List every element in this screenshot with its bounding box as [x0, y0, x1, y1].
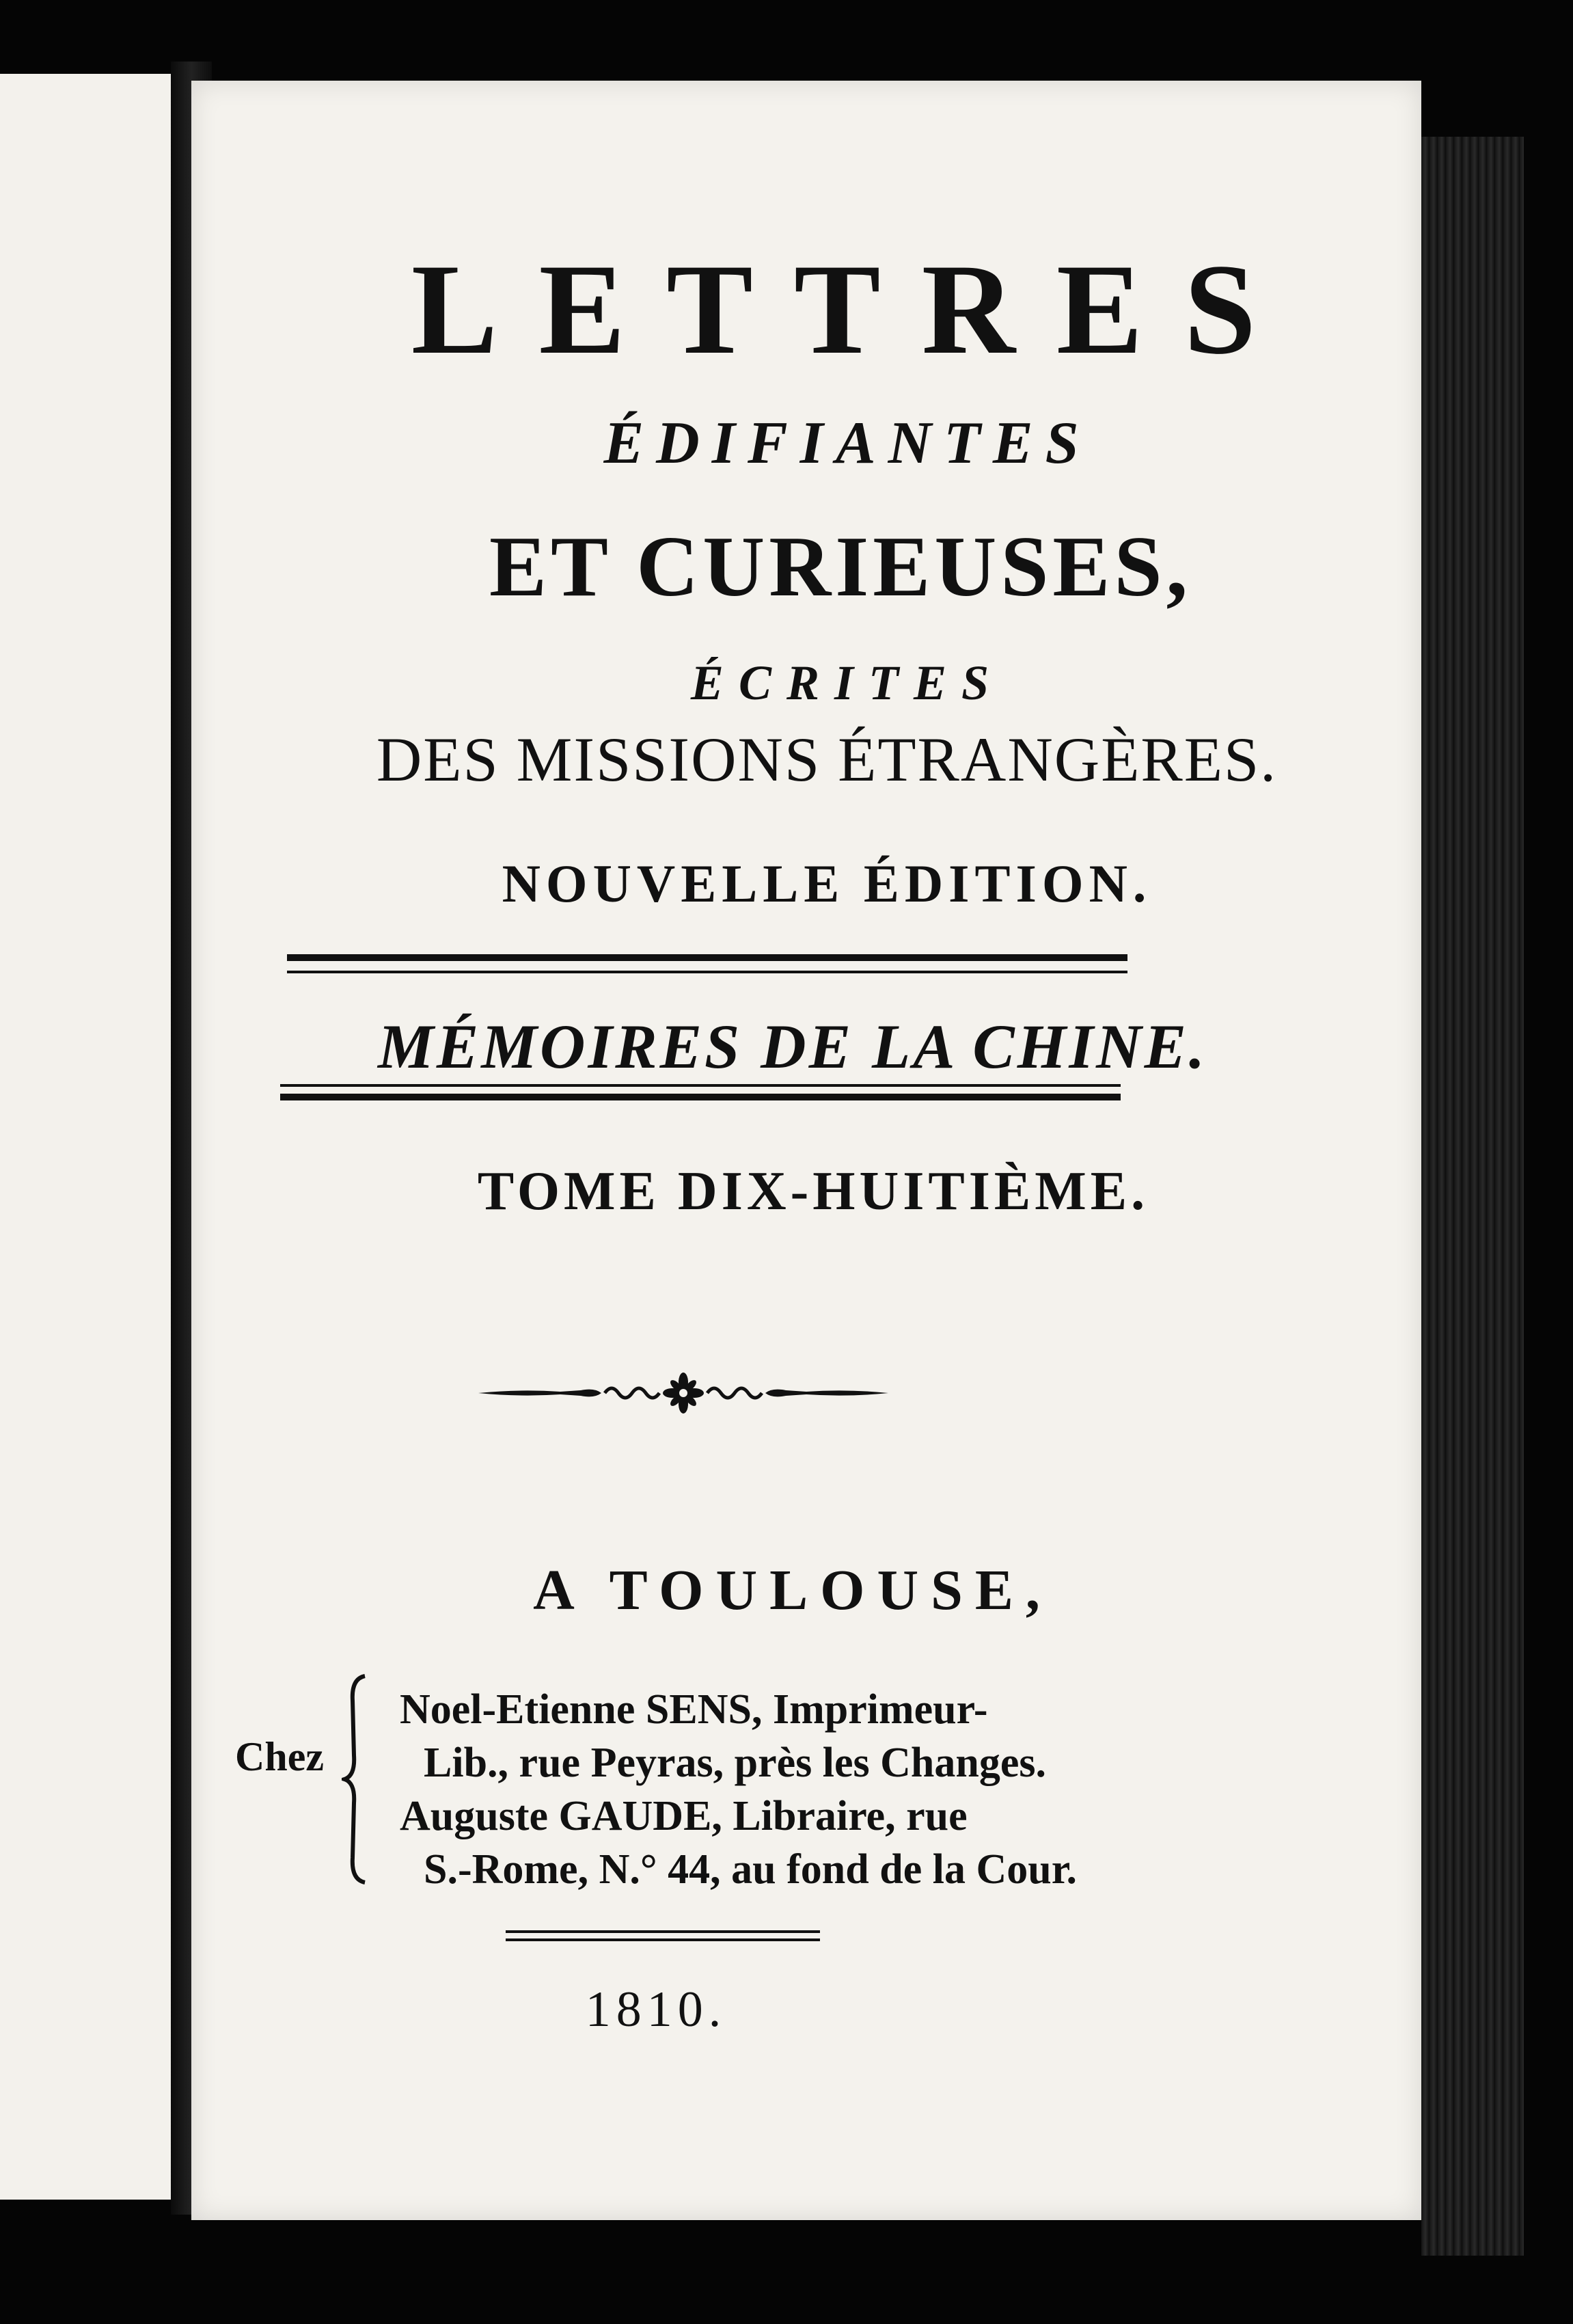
curly-brace	[342, 1673, 369, 1885]
imprint-rule-top	[506, 1930, 820, 1933]
imprint-chez: Chez	[235, 1734, 324, 1779]
title-lettres: LETTRES	[411, 238, 1298, 381]
edition-statement: NOUVELLE ÉDITION.	[502, 854, 1152, 913]
imprint-place: A TOULOUSE,	[533, 1558, 1052, 1622]
volume-number: TOME DIX-HUITIÈME.	[477, 1161, 1149, 1221]
title-edifiantes: ÉDIFIANTES	[603, 410, 1091, 476]
fleuron-ornament	[478, 1366, 888, 1420]
imprint-rule-bottom	[506, 1938, 820, 1941]
title-page	[191, 81, 1421, 2220]
double-rule-top-thin	[287, 971, 1127, 973]
publication-year: 1810.	[585, 1982, 727, 2038]
double-rule-top-thick	[287, 954, 1127, 961]
left-facing-page	[0, 74, 176, 2200]
title-ecrites: ÉCRITES	[690, 656, 1004, 710]
double-rule-bottom-thin	[280, 1084, 1121, 1087]
double-rule-bottom-thick	[280, 1094, 1121, 1100]
imprint-line-2: Lib., rue Peyras, près les Changes.	[424, 1740, 1047, 1786]
imprint-line-3: Auguste GAUDE, Libraire, rue	[400, 1793, 968, 1839]
imprint-line-4: S.-Rome, N.° 44, au fond de la Cour.	[424, 1846, 1078, 1893]
title-curieuses: ET CURIEUSES,	[489, 519, 1192, 614]
title-missions: DES MISSIONS ÉTRANGÈRES.	[376, 725, 1278, 794]
imprint-line-1: Noel-Etienne SENS, Imprimeur-	[400, 1686, 988, 1733]
series-subtitle: MÉMOIRES DE LA CHINE.	[378, 1012, 1207, 1081]
